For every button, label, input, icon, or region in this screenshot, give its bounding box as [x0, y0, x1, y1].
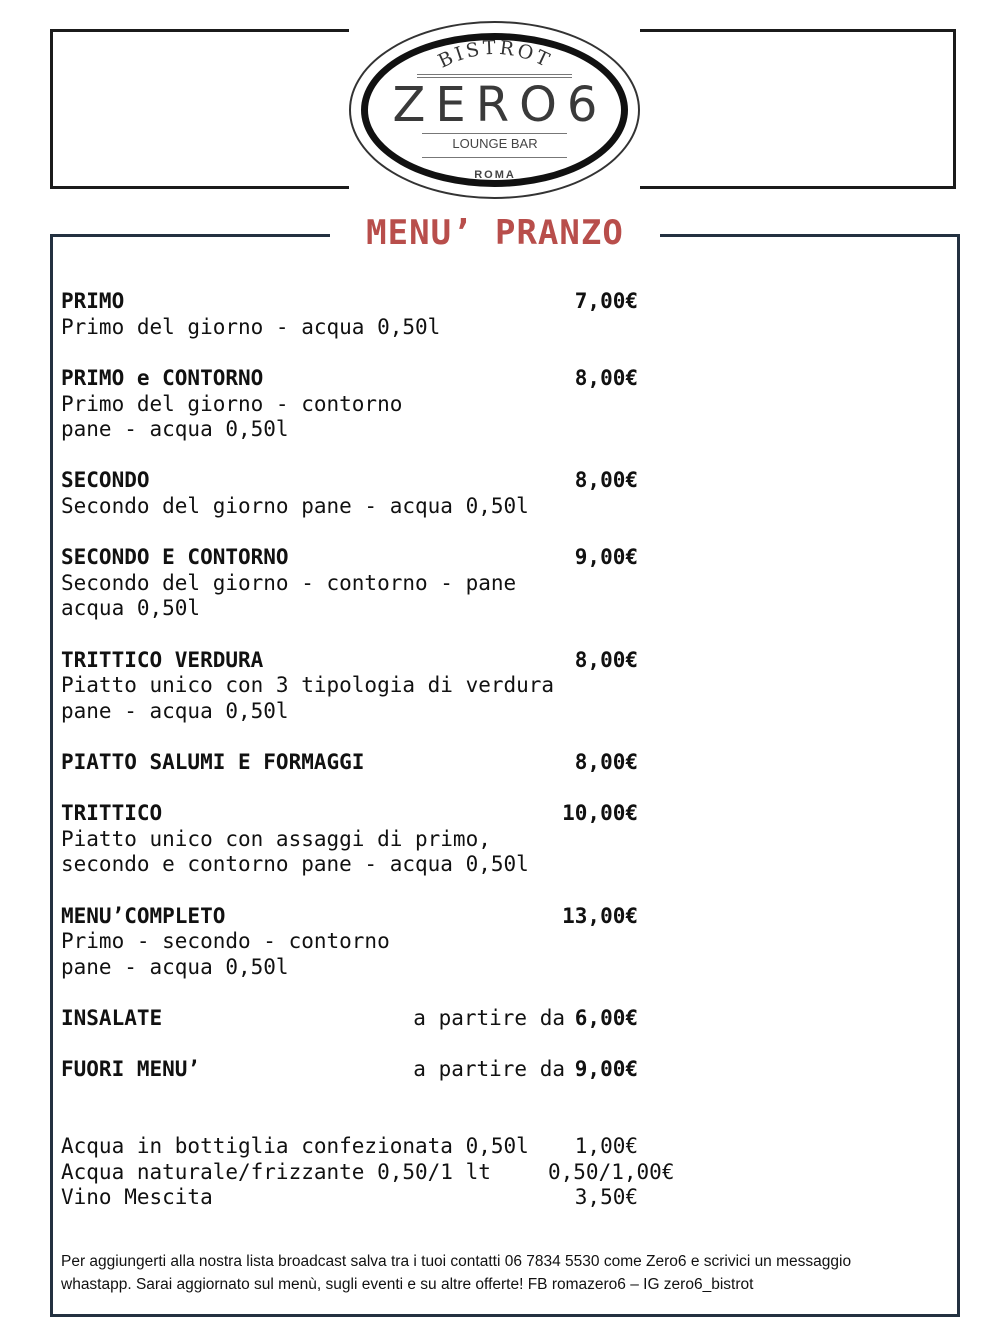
item-description: Piatto unico con 3 tipologia di verdura: [61, 673, 555, 697]
item-description: pane - acqua 0,50l: [61, 417, 289, 441]
drink-name: Vino Mescita: [61, 1185, 213, 1209]
item-name: SECONDO E CONTORNO: [61, 545, 289, 569]
item-price: 6,00€: [574, 1006, 638, 1030]
item-name: PRIMO: [61, 289, 125, 313]
logo-rule-bottom: [422, 157, 567, 158]
from-price-label: a partire da: [413, 1006, 565, 1030]
item-description: Primo del giorno - acqua 0,50l: [61, 315, 441, 339]
logo-subtitle: LOUNGE BAR: [452, 136, 538, 151]
logo-name: ZERO6: [392, 77, 608, 133]
logo-rule-mid: [422, 133, 567, 134]
item-price: 10,00€: [562, 801, 638, 825]
item-price: 13,00€: [562, 904, 638, 928]
item-price: 8,00€: [574, 366, 638, 390]
item-description: pane - acqua 0,50l: [61, 699, 289, 723]
footer-line: Per aggiungerti alla nostra lista broadcast salva tra i tuoi contatti 06 7834 5530 come Zero6 e scrivici un messaggio: [61, 1253, 852, 1270]
drink-name: Acqua in bottiglia confezionata 0,50l: [61, 1134, 529, 1158]
item-name: TRITTICO: [61, 801, 163, 825]
logo-city: ROMA: [474, 169, 516, 181]
item-price: 7,00€: [574, 289, 638, 313]
item-price: 9,00€: [574, 545, 638, 569]
footer-note: [61, 1250, 951, 1296]
menu-title: MENU’ PRANZO: [366, 213, 624, 253]
item-price: 8,00€: [574, 468, 638, 492]
item-price: 9,00€: [574, 1057, 638, 1081]
drink-price: 1,00€: [574, 1134, 638, 1158]
item-name: PRIMO e CONTORNO: [61, 366, 264, 390]
item-description: Piatto unico con assaggi di primo,: [61, 827, 491, 851]
item-description: pane - acqua 0,50l: [61, 955, 289, 979]
item-description: secondo e contorno pane - acqua 0,50l: [61, 852, 529, 876]
item-name: SECONDO: [61, 468, 150, 492]
item-description: Primo - secondo - contorno: [61, 929, 390, 953]
logo-rule-top: [417, 74, 572, 75]
logo-top-text: BISTROT: [434, 36, 556, 73]
item-description: acqua 0,50l: [61, 596, 201, 620]
drink-price: 3,50€: [574, 1185, 638, 1209]
item-name: TRITTICO VERDURA: [61, 648, 264, 672]
drink-price: 0,50/1,00€: [548, 1160, 675, 1184]
from-price-label: a partire da: [413, 1057, 565, 1081]
item-price: 8,00€: [574, 750, 638, 774]
item-description: Primo del giorno - contorno: [61, 392, 403, 416]
item-price: 8,00€: [574, 648, 638, 672]
item-name: FUORI MENU’: [61, 1057, 201, 1081]
item-name: INSALATE: [61, 1006, 163, 1030]
drink-name: Acqua naturale/frizzante 0,50/1 lt: [61, 1160, 491, 1184]
item-name: PIATTO SALUMI E FORMAGGI: [61, 750, 365, 774]
item-description: Secondo del giorno - contorno - pane: [61, 571, 517, 595]
item-name: MENU’COMPLETO: [61, 904, 226, 928]
footer-line: whastapp. Sarai aggiornato sul menù, sugli eventi e su altre offerte! FB romazero6 – IG zero6_bistrot: [61, 1276, 754, 1293]
svg-text:BISTROT: [435, 37, 555, 73]
item-description: Secondo del giorno pane - acqua 0,50l: [61, 494, 529, 518]
